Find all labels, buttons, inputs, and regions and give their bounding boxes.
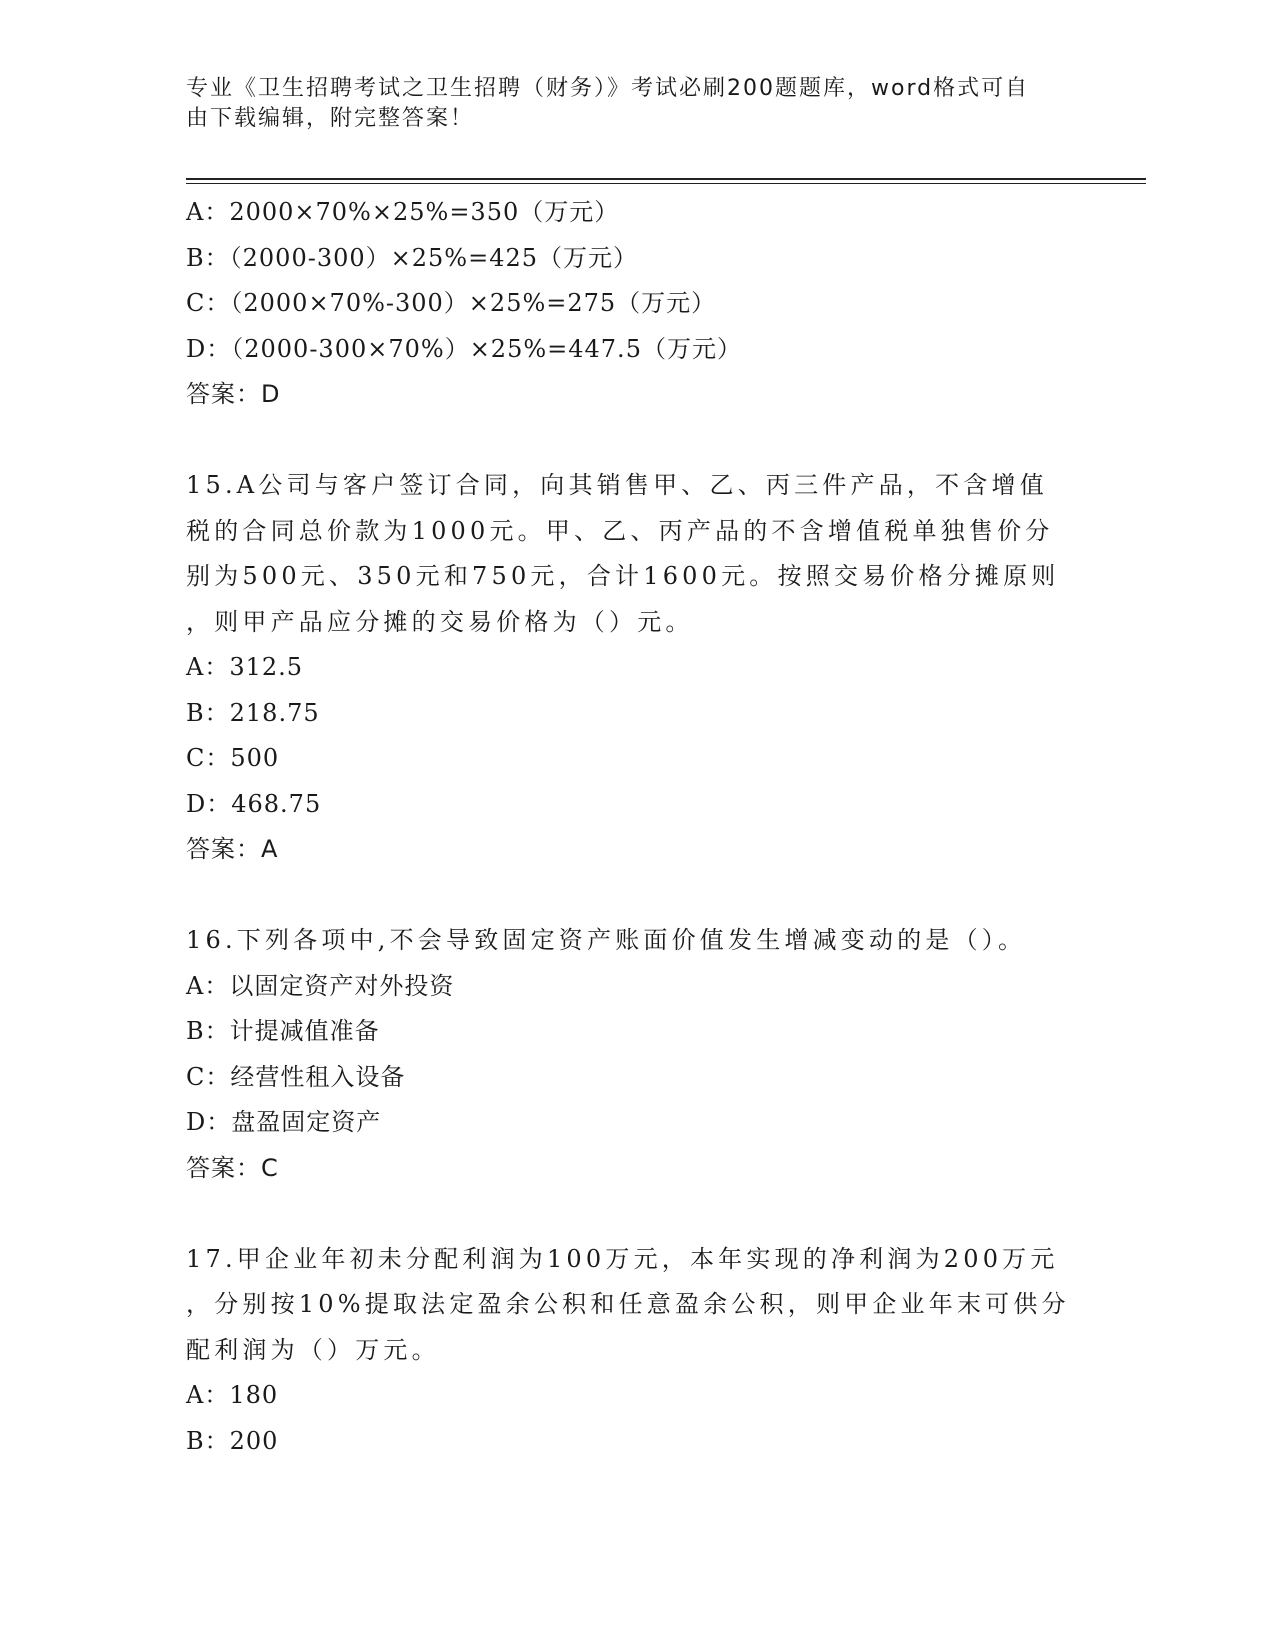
question-text-line: ，分别按10%提取法定盈余公积和任意盈余公积，则甲企业年末可供分	[186, 1290, 1070, 1318]
document-header	[186, 74, 1066, 134]
spacer	[186, 1191, 1076, 1237]
spacer	[186, 418, 1076, 464]
option-d: D：（2000-300×70%）×25%=447.5（万元）	[186, 334, 742, 363]
question-15	[186, 463, 1076, 873]
question-17	[186, 1237, 1076, 1465]
option-d: D：468.75	[186, 789, 322, 818]
question-text-line: ，则甲产品应分摊的交易价格为（）元。	[186, 607, 694, 636]
option-a: A：以固定资产对外投资	[186, 971, 455, 1000]
option-a: A：312.5	[186, 653, 304, 681]
option-c: C：500	[186, 744, 280, 772]
header-line-2: 由下载编辑，附完整答案！	[186, 106, 475, 131]
question-text-line: 配利润为（）万元。	[186, 1335, 440, 1364]
option-b: B：（2000-300）×25%=425（万元）	[186, 243, 639, 272]
answer-line: 答案：A	[186, 835, 279, 863]
header-line-1: 专业《卫生招聘考试之卫生招聘（财务）》考试必刷200题题库，word格式可自	[186, 76, 1030, 101]
option-b: B：200	[186, 1426, 279, 1455]
question-16	[186, 918, 1076, 1191]
spacer	[186, 873, 1076, 919]
answer-line: 答案：D	[186, 380, 281, 408]
question-14-continued	[186, 190, 1076, 418]
option-b: B：计提减值准备	[186, 1017, 380, 1045]
question-text-line: 税的合同总价款为1000元。甲、乙、丙产品的不含增值税单独售价分	[186, 516, 1054, 545]
header-divider-thick	[186, 178, 1146, 180]
question-text-line: 16.下列各项中,不会导致固定资产账面价值发生增减变动的是（）。	[186, 926, 1027, 954]
option-a: A：2000×70%×25%=350（万元）	[186, 198, 620, 226]
option-b: B：218.75	[186, 698, 320, 727]
header-divider-thin	[186, 183, 1146, 184]
question-text-line: 17.甲企业年初未分配利润为100万元，本年实现的净利润为200万元	[186, 1244, 1059, 1273]
option-a: A：180	[186, 1381, 279, 1409]
answer-line: 答案：C	[186, 1153, 279, 1182]
question-list	[186, 190, 1076, 1464]
question-text-line: 15.A公司与客户签订合同，向其销售甲、乙、丙三件产品，不含增值	[186, 471, 1048, 499]
option-d: D：盘盈固定资产	[186, 1108, 382, 1136]
option-c: C：（2000×70%-300）×25%=275（万元）	[186, 289, 717, 317]
option-c: C：经营性租入设备	[186, 1062, 406, 1091]
question-text-line: 别为500元、350元和750元，合计1600元。按照交易价格分摊原则	[186, 562, 1060, 590]
